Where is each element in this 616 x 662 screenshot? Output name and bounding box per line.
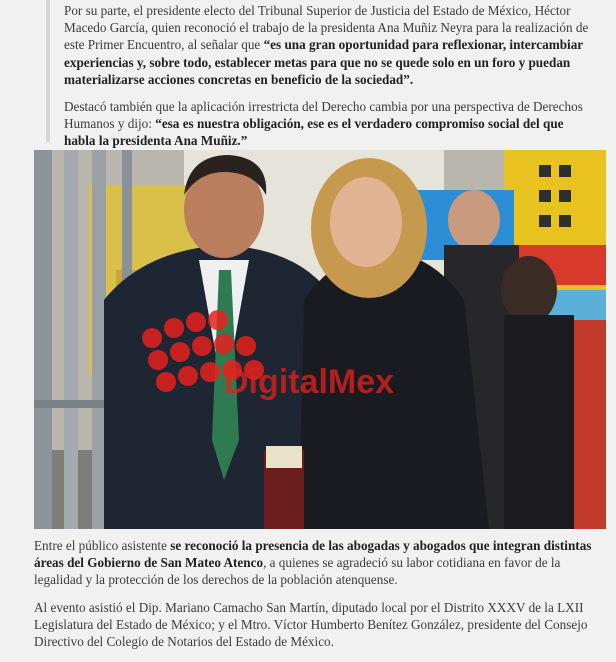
photo-illustration bbox=[34, 150, 606, 529]
quote-p2-text: Destacó también que la aplicación irrestricta del Derecho cambia por una perspectiva de Derechos Humanos y dijo: bbox=[64, 99, 583, 132]
body-p1-text-c: , a quienes se agradeció su labor cotidiana en favor de la legalidad y la protección de los derechos de la población atenquense. bbox=[34, 555, 561, 588]
body-p1-bold: se reconoció la presencia de las abogadas y abogados que integran distintas áreas del Gobierno de San Mateo Atenco bbox=[34, 538, 592, 571]
body-p1-text-a: Entre el público asistente bbox=[34, 538, 171, 553]
blockquote bbox=[46, 0, 592, 149]
body-paragraph-1 bbox=[34, 537, 600, 589]
quote-paragraph-2 bbox=[64, 98, 592, 150]
quote-p2-bold: “esa es nuestra obligación, ese es el verdadero compromiso social del que habla la presidenta Ana Muñiz.” bbox=[64, 116, 564, 149]
quote-paragraph-1 bbox=[64, 2, 592, 88]
event-photo bbox=[34, 150, 606, 529]
watermark-text: DigitalMex bbox=[224, 363, 395, 401]
article-body bbox=[34, 537, 600, 660]
quote-p1-text: Por su parte, el presidente electo del Tribunal Superior de Justicia del Estado de México, Héctor Macedo García, quien reconoció el trabajo de la presidenta Ana Muñiz Neyra para la realización de este Primer Encuentro, al señalar que bbox=[64, 3, 589, 53]
quote-p1-bold: “es una gran oportunidad para reflexionar, intercambiar experiencias y, sobre todo, establecer metas para que no se quede solo en un foro y puedan materializarse acciones concretas en beneficio de la sociedad”. bbox=[64, 37, 583, 87]
body-paragraph-2: Al evento asistió el Dip. Mariano Camacho San Martín, diputado local por el Distrito XXXV de la LXII Legislatura del Estado de México; y el Mtro. Víctor Humberto Benítez González, presidente del Consejo Directivo del Colegio de Notarios del Estado de México. bbox=[34, 599, 588, 650]
